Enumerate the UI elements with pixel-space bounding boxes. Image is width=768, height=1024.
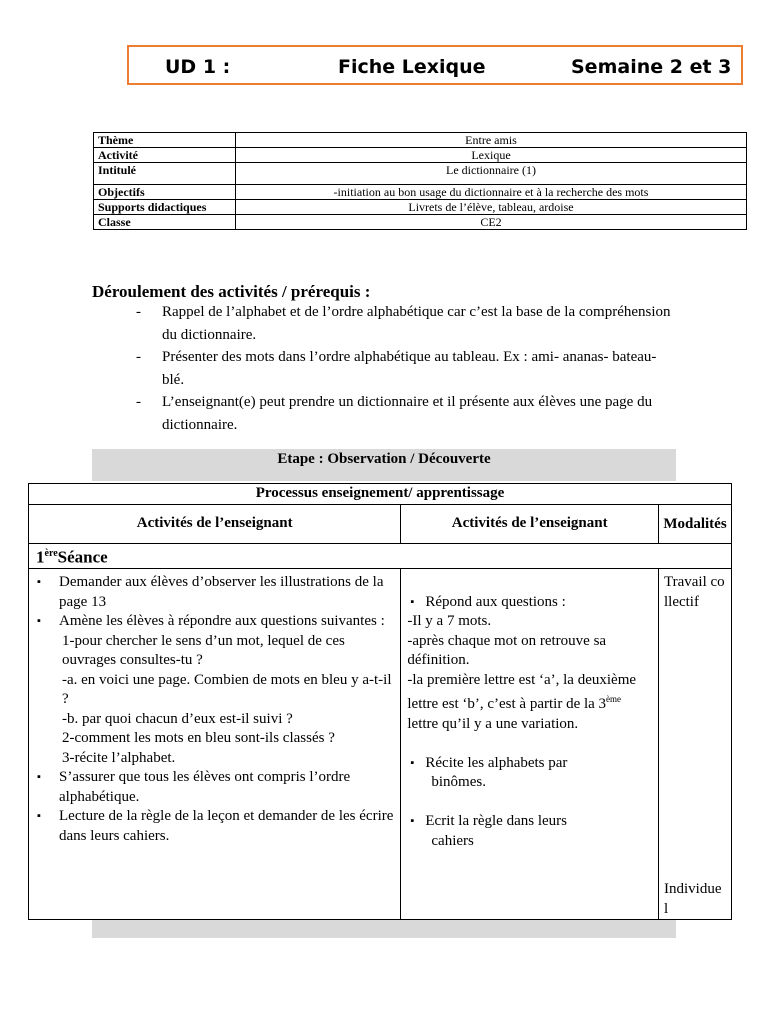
- student-item-cont: binômes.: [431, 774, 486, 790]
- dash-marker: -: [136, 304, 141, 320]
- student-item-cont: cahiers: [431, 832, 474, 849]
- info-row: [94, 200, 747, 215]
- header-week: Semaine 2 et 3: [571, 56, 732, 78]
- info-row: [94, 148, 747, 163]
- teacher-item-text: Lecture de la règle de la leçon et demander de les écrire dans leurs cahiers.: [59, 808, 394, 844]
- student-answer: -après chaque mot on retrouve sa définition.: [407, 632, 607, 668]
- teacher-activities: [29, 569, 401, 920]
- teacher-item-text: S’assurer que tous les élèves ont compris l’ordre alphabétique.: [59, 769, 351, 805]
- seance-number: 1: [36, 548, 45, 568]
- dash-marker: -: [136, 349, 141, 365]
- info-value: Lexique: [236, 148, 747, 163]
- info-row: [94, 185, 747, 200]
- answer-sup: ème: [606, 694, 622, 704]
- info-table: [93, 132, 747, 230]
- student-item-text: Répond aux questions :: [425, 593, 566, 610]
- bullet-square: ▪: [410, 756, 415, 769]
- col-head-teacher: Activités de l’enseignant: [29, 505, 401, 544]
- info-label: Thème: [94, 133, 236, 148]
- info-label: Objectifs: [94, 185, 236, 200]
- modalite-collectif: Travail collectif: [663, 574, 725, 610]
- info-value: Entre amis: [236, 133, 747, 148]
- teacher-subitem: 2-comment les mots en bleu sont-ils classés ?: [62, 730, 335, 746]
- dash-marker: -: [136, 394, 141, 410]
- seance-title: [29, 544, 732, 569]
- answer-text: -la première lettre est ‘a’, la deuxième lettre est ‘b’, c’est à partir de la 3: [407, 671, 637, 712]
- processus-header: Processus enseignement/ apprentissage: [29, 484, 732, 505]
- student-item: [407, 754, 652, 774]
- info-label: Activité: [94, 148, 236, 163]
- info-value: -initiation au bon usage du dictionnaire et à la recherche des mots: [236, 185, 747, 200]
- teacher-item: [35, 807, 394, 846]
- student-item: [407, 593, 652, 613]
- info-row: [94, 133, 747, 148]
- bullet-square: ▪: [410, 815, 415, 827]
- teacher-subitem: 1-pour chercher le sens d’un mot, lequel de ces ouvrages consultes-tu ?: [62, 632, 345, 668]
- teacher-item: [35, 768, 394, 807]
- etape-label: Etape : Observation / Découverte: [277, 451, 491, 467]
- modalites-cell: [658, 569, 731, 920]
- info-value: CE2: [236, 215, 747, 230]
- header-ud: UD 1 :: [165, 56, 231, 78]
- deroulement-list: [136, 301, 676, 436]
- bullet-square: ▪: [37, 810, 41, 822]
- bullet-square: ▪: [410, 595, 415, 608]
- bullet-square: ▪: [37, 615, 41, 627]
- student-item-text: Récite les alphabets par: [425, 754, 568, 771]
- gray-band-bottom: [92, 920, 676, 938]
- list-item-text: L’enseignant(e) peut prendre un dictionnaire et il présente aux élèves une page du dictionnaire.: [162, 394, 653, 433]
- list-item: [136, 391, 676, 436]
- modalite-individuel: Individuel: [663, 881, 722, 917]
- list-item-text: Présenter des mots dans l’ordre alphabétique au tableau. Ex : ami- ananas- bateau- blé.: [162, 349, 657, 388]
- teacher-item: [35, 612, 394, 632]
- student-item: [407, 812, 652, 832]
- answer-text: lettre qu’il y a une variation.: [407, 715, 579, 732]
- deroulement-title: Déroulement des activités / prérequis :: [92, 282, 371, 301]
- teacher-subitem: -a. en voici une page. Combien de mots en bleu y a-t-il ?: [62, 671, 392, 707]
- student-answer: -Il y a 7 mots.: [407, 613, 492, 629]
- process-table: [28, 483, 732, 920]
- bullet-square: ▪: [37, 771, 41, 783]
- teacher-subitem: -b. par quoi chacun d’eux est-il suivi ?: [62, 710, 293, 727]
- teacher-subitem: 3-récite l’alphabet.: [62, 749, 176, 766]
- seance-word: Séance: [57, 548, 108, 568]
- header-box: [127, 45, 743, 85]
- list-item-text: Rappel de l’alphabet et de l’ordre alphabétique car c’est la base de la compréhension du dictionnaire.: [162, 304, 671, 343]
- bullet-square: ▪: [37, 576, 41, 588]
- list-item: [136, 346, 676, 391]
- info-value: Le dictionnaire (1): [236, 163, 747, 185]
- info-label: Intitulé: [94, 163, 236, 185]
- student-activities: [401, 569, 659, 920]
- list-item: [136, 301, 676, 346]
- student-item-text: Ecrit la règle dans leurs: [425, 813, 567, 829]
- info-value: Livrets de l’élève, tableau, ardoise: [236, 200, 747, 215]
- info-row: [94, 163, 747, 185]
- teacher-item-text: Amène les élèves à répondre aux questions suivantes :: [59, 613, 385, 629]
- etape-bar: [92, 449, 676, 481]
- col-head-student: Activités de l’enseignant: [401, 505, 659, 544]
- teacher-item: [35, 573, 394, 612]
- teacher-item-text: Demander aux élèves d’observer les illustrations de la page 13: [59, 574, 384, 610]
- student-answer: [407, 671, 652, 735]
- info-label: Classe: [94, 215, 236, 230]
- info-label: Supports didactiques: [94, 200, 236, 215]
- seance-sup: ère: [44, 548, 58, 560]
- header-title: Fiche Lexique: [338, 56, 486, 78]
- col-head-modalites: Modalités: [658, 505, 731, 544]
- info-row: [94, 215, 747, 230]
